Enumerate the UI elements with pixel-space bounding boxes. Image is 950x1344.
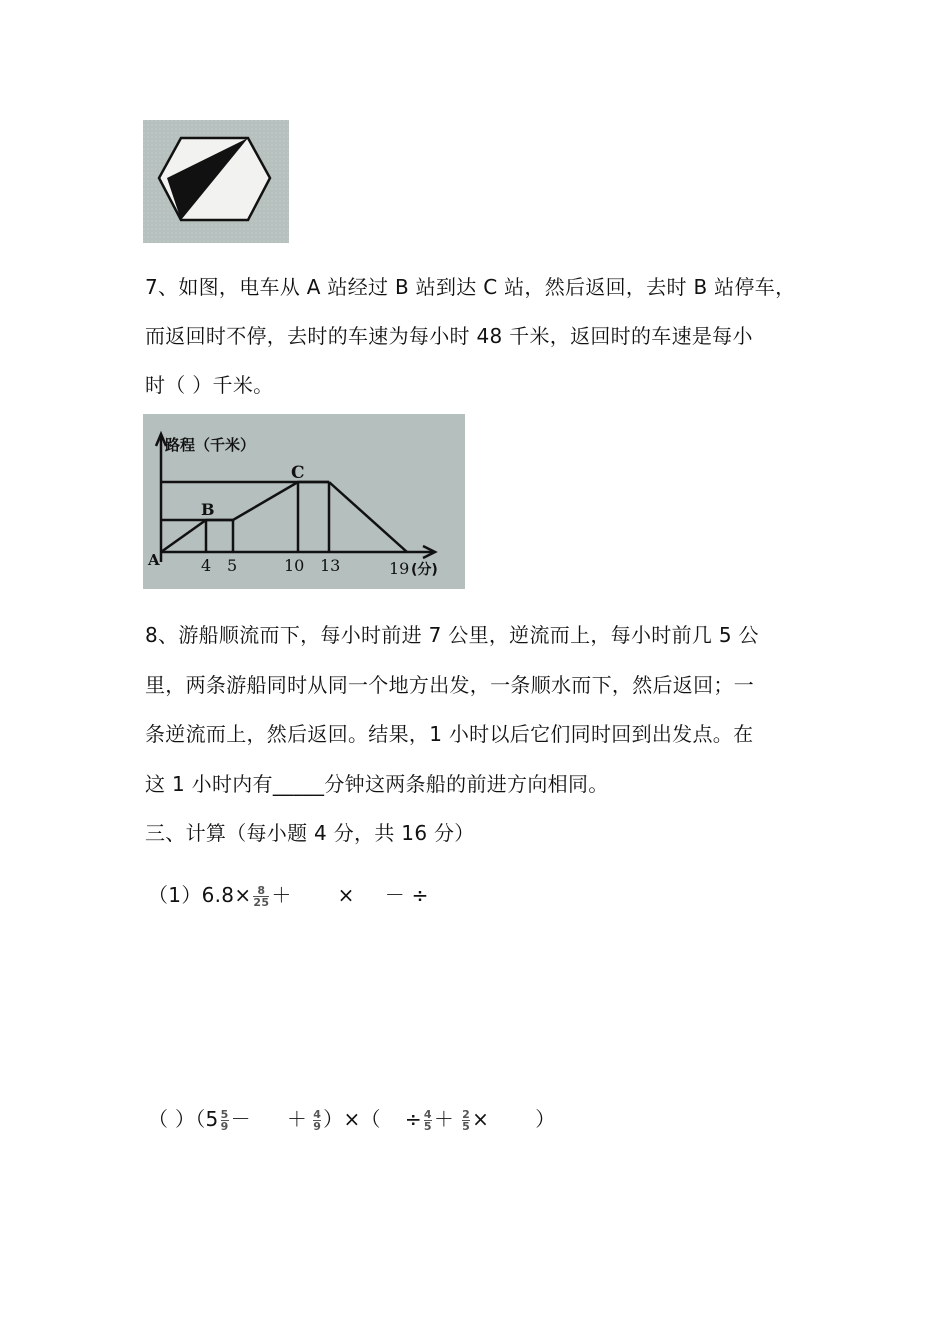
calc-2-fraction-1: [221, 1109, 229, 1132]
q7-distance-time-graph: [143, 414, 465, 589]
q8-line-1: 8、游船顺流而下，每小时前进 7 公里，逆流而上，每小时前几 5 公: [145, 623, 759, 647]
calc-1-minus-div: － ÷: [384, 883, 429, 907]
calc-2-f2-den: 9: [313, 1120, 322, 1133]
calc-2-fraction-4: [462, 1109, 470, 1132]
calc-2-f4-num: 2: [462, 1108, 471, 1121]
x-tick-19: 19: [389, 559, 410, 578]
q7-line-2: 而返回时不停，去时的车速为每小时 48 千米，返回时的车速是每小: [145, 324, 753, 348]
x-tick-5: 5: [227, 556, 238, 575]
y-axis-label: 路程（千米）: [165, 436, 256, 454]
section-3-heading: 三、计算（每小题 4 分，共 16 分）: [145, 821, 475, 845]
calc-1: [148, 882, 429, 908]
calc-2-div: ÷: [404, 1107, 422, 1131]
calc-2-f3-den: 5: [423, 1120, 432, 1133]
q7-line-3: 时（ ）千米。: [145, 373, 274, 397]
calc-2-f2-num: 4: [313, 1108, 322, 1121]
x-unit-label: (分): [411, 562, 438, 578]
point-a-label: A: [148, 551, 160, 569]
calc-2-prefix: （ ）（5: [148, 1107, 219, 1131]
point-b-label: B: [201, 500, 215, 519]
q8-line-4: 这 1 小时内有_____分钟这两条船的前进方向相同。: [145, 772, 609, 796]
calc-2-fraction-3: [424, 1109, 432, 1132]
x-tick-13: 13: [320, 556, 341, 575]
calc-2-f4-den: 5: [462, 1120, 471, 1133]
calc-2: [148, 1106, 556, 1132]
calc-2-minus: －: [230, 1107, 251, 1131]
calc-2-times: ×: [472, 1107, 490, 1131]
calc-1-fraction: [253, 885, 269, 908]
q7-line-1: 7、如图，电车从 A 站经过 B 站到达 C 站，然后返回，去时 B 站停车，: [145, 275, 796, 299]
calc-2-f3-num: 4: [423, 1108, 432, 1121]
q8-line-3: 条逆流而上，然后返回。结果，1 小时以后它们同时回到出发点。在: [145, 722, 754, 746]
calc-1-prefix: （1）6.8×: [148, 883, 252, 907]
calc-2-close-times: ）×（: [323, 1107, 381, 1131]
calc-1-times: ×: [337, 883, 355, 907]
q8-line-2: 里，两条游船同时从同一个地方出发，一条顺水而下，然后返回；一: [145, 673, 754, 697]
calc-2-f1-num: 5: [220, 1108, 229, 1121]
x-tick-10: 10: [284, 556, 305, 575]
hexagon-figure: [143, 120, 289, 243]
calc-2-plus-2: ＋: [433, 1107, 455, 1131]
calc-1-frac-num: 8: [257, 884, 266, 897]
calc-1-plus: ＋: [271, 883, 292, 907]
calc-2-plus: ＋: [286, 1107, 308, 1131]
calc-2-close: ）: [535, 1107, 556, 1131]
x-tick-4: 4: [201, 556, 212, 575]
calc-2-f1-den: 9: [220, 1120, 229, 1133]
calc-1-frac-den: 25: [253, 896, 270, 909]
point-c-label: C: [291, 463, 305, 483]
calc-2-fraction-2: [313, 1109, 321, 1132]
